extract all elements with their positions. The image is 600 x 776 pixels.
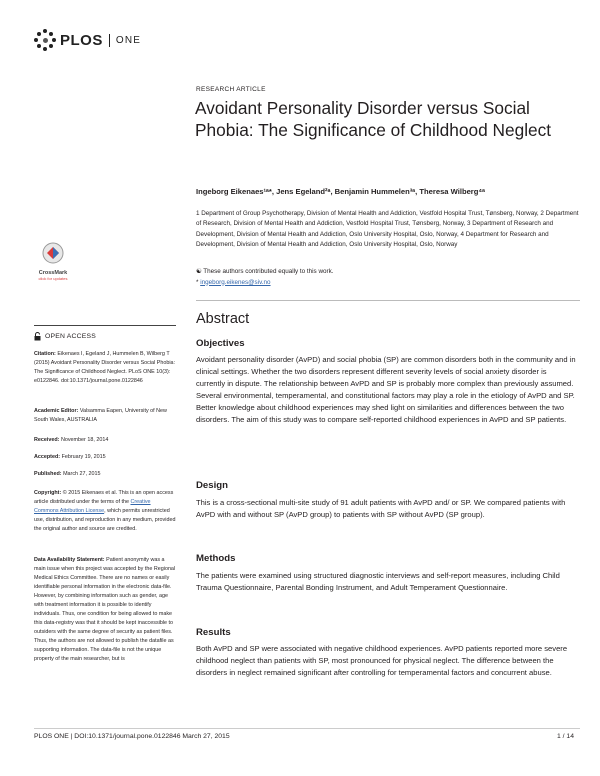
open-lock-icon (34, 332, 41, 341)
accepted-line: Accepted: February 19, 2015 (34, 454, 106, 460)
header-rule (196, 300, 580, 301)
abstract-heading: Abstract (196, 311, 250, 327)
editor-text: Valsamma Eapen, University of New South Wales, AUSTRALIA (34, 408, 167, 423)
article-type: RESEARCH ARTICLE (196, 86, 266, 93)
section-text-results: Both AvPD and SP were associated with negative childhood experiences. AvPD patients reported more severe childhood neglect than patients with SP, most pronounced for physical neglect. The difference between the disorders in neglect remained significant after controlling for temperamental factors and concurrent abuse. (196, 644, 568, 677)
affiliations: 1 Department of Group Psychotherapy, Division of Mental Health and Addiction, Vestfold Hospital Trust, Tønsberg, Norway, 2 Department of Research, Division of Mental Health and Addiction, Vestfold Hospital Trust, Tønsberg, Norway, 3 Department of Research and Development, Division of Mental Health and Addiction, Oslo University Hospital, Oslo, Norway, 4 Department for Research and Development, Division of Mental Health and Addiction, Oslo University Hospital, Oslo, Norway (196, 210, 579, 248)
corresponding-email-line: * ingeborg.eikenes@siv.no (196, 278, 271, 286)
page-number: 1 / 14 (556, 733, 574, 740)
section-heading-methods: Methods (196, 553, 236, 564)
section-heading-results: Results (196, 627, 231, 638)
email-link[interactable]: ingeborg.eikenes@siv.no (200, 278, 271, 286)
editor-block (34, 407, 176, 425)
license-link[interactable]: Creative Commons Attribution License (34, 499, 151, 514)
section-text-objectives: Avoidant personality disorder (AvPD) and social phobia (SP) are common disorders both in the community and in clinical settings. Whether the two disorders represent different severity levels of social anxiety disorder is currently in dispute. The relationship between AvPD and SP is probably more complex than previously assumed. Several environmental, temperamental, and constitutional factors may play a role in the etiology of AvPD and SP. Better knowledge about childhood experiences may shed light on similarities and differences between the two disorders. The aim of this study was to compare self-reported childhood experiences in AvPD and SP patients. (196, 355, 576, 424)
crossmark-badge[interactable] (36, 242, 70, 281)
plos-dots-icon (34, 29, 56, 51)
citation-block (34, 350, 176, 386)
data-availability-block: Data Availability Statement: Patient anonymity was a main issue when this project was accepted by the Regional Medical Ethics Committee. There are no names or easily identifiable personal information in the electronic data-file. However, by combining information such as gender, age with treatment information it is possible to identify individuals. Thus, one condition for being allowed to make this data-registry was that it should be kept inaccessible to outsiders with the same degree of security as patient files. Thus, the authors are not allowed to publish the datafile as supporting information. The data-file is not the unique property of the main researcher, but is (34, 557, 176, 662)
crossmark-icon (38, 242, 68, 264)
author-list: Ingeborg Eikenaes¹ᵃ*, Jens Egeland²ᵃ, Benjamin Hummelen³ᵃ, Theresa Wilberg⁴ᵃ (196, 187, 486, 196)
editor-label: Academic Editor: (34, 408, 79, 414)
article-title: Avoidant Personality Disorder versus Social Phobia: The Significance of Childhood Neglect (195, 98, 552, 140)
section-heading-design: Design (196, 480, 228, 491)
section-text-methods: The patients were examined using structured diagnostic interviews and self-report measures, including Child Trauma Questionnaire, Parental Bonding Instrument, and Adult Temperament Questionnaire. (196, 571, 560, 592)
sidebar-rule (34, 325, 176, 326)
crossmark-label: CrossMark (38, 270, 68, 276)
equal-icon: ☯ (196, 268, 204, 275)
citation-label: Citation: (34, 351, 56, 357)
footer-rule (34, 728, 580, 729)
author-notes (196, 267, 580, 288)
logo-sub: ONE (115, 34, 142, 46)
footer-citation: PLOS ONE | DOI:10.1371/journal.pone.0122846 March 27, 2015 (34, 733, 230, 740)
logo-divider (109, 34, 110, 47)
page-footer (34, 733, 574, 740)
crossmark-sub: click for updates (38, 276, 68, 281)
journal-logo[interactable] (34, 29, 141, 51)
published-line: Published: March 27, 2015 (34, 471, 101, 477)
equal-contribution-note: ☯ These authors contributed equally to this work. (196, 268, 334, 275)
open-access-badge: OPEN ACCESS (34, 332, 96, 341)
logo-text: PLOS (60, 31, 103, 49)
copyright-block: Copyright: © 2015 Eikenaes et al. This is an open access article distributed under the terms of the Creative Commons Attribution License, which permits unrestricted use, distribution, and reproduction in any medium, provided the original author and source are credited. (34, 490, 176, 532)
received-line: Received: November 18, 2014 (34, 437, 109, 443)
citation-text: Eikenaes I, Egeland J, Hummelen B, Wilberg T (2015) Avoidant Personality Disorder versus Social Phobia: The Significance of Childhood Neglect. PLoS ONE 10(3): e0122846. doi:10.1371/journal.pone.0122846 (34, 351, 176, 384)
section-heading-objectives: Objectives (196, 338, 245, 349)
section-text-design: This is a cross-sectional multi-site study of 91 adult patients with AvPD and/ or SP. We compared patients with AvPD with and without SP (AvPD group) to patients with SP without AvPD (SP group). (196, 498, 566, 519)
